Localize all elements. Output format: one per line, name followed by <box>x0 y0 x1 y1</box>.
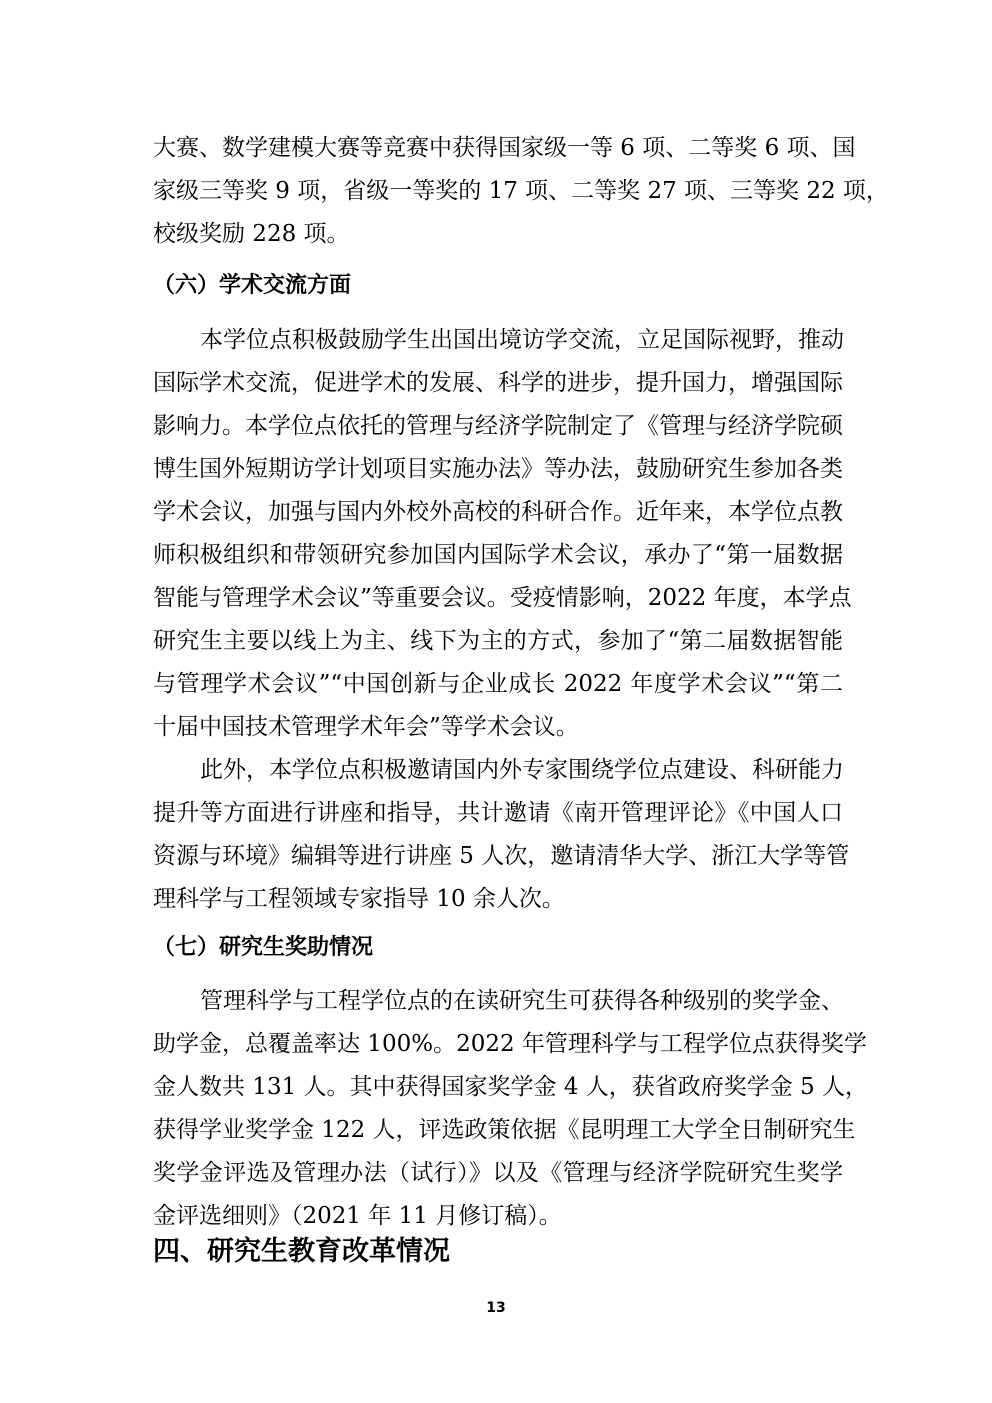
awards-line: 大赛、数学建模大赛等竞赛中获得国家级一等 6 项、二等奖 6 项、国 <box>153 135 856 161</box>
section-heading-academic-exchange: （六）学术交流方面 <box>153 273 352 298</box>
paragraph-line: 十届中国技术管理学术年会”等学术会议。 <box>153 714 579 740</box>
awards-line: 校级奖励 228 项。 <box>153 221 350 247</box>
paragraph-line: 获得学业奖学金 122 人，评选政策依据《昆明理工大学全日制研究生 <box>153 1117 856 1143</box>
section-heading-scholarships: （七）研究生奖助情况 <box>153 935 374 960</box>
page-number: 13 <box>486 1300 506 1316</box>
paragraph-line: 助学金，总覆盖率达 100%。2022 年管理科学与工程学位点获得奖学 <box>153 1031 867 1057</box>
paragraph-line: 理科学与工程领域专家指导 10 余人次。 <box>153 886 565 912</box>
paragraph-line: 国际学术交流，促进学术的发展、科学的进步，提升国力，增强国际 <box>153 370 843 396</box>
paragraph-line: 研究生主要以线上为主、线下为主的方式，参加了“第二届数据智能 <box>153 628 843 654</box>
paragraph-line: 与管理学术会议”“中国创新与企业成长 2022 年度学术会议”“第二 <box>153 671 843 697</box>
paragraph-line: 金评选细则》（2021 年 11 月修订稿）。 <box>153 1203 562 1229</box>
paragraph-line: 师积极组织和带领研究参加国内国际学术会议，承办了“第一届数据 <box>153 542 843 568</box>
awards-line: 家级三等奖 9 项，省级一等奖的 17 项、二等奖 27 项、三等奖 22 项， <box>153 178 889 204</box>
paragraph-line: 本学位点积极鼓励学生出国出境访学交流，立足国际视野，推动 <box>200 327 844 353</box>
paragraph-line: 管理科学与工程学位点的在读研究生可获得各种级别的奖学金、 <box>200 988 844 1014</box>
paragraph-line: 资源与环境》编辑等进行讲座 5 人次，邀请清华大学、浙江大学等管 <box>153 843 850 869</box>
chapter-heading-education-reform: 四、研究生教育改革情况 <box>153 1236 450 1267</box>
paragraph-line: 智能与管理学术会议”等重要会议。受疫情影响，2022 年度，本学点 <box>153 585 852 611</box>
paragraph-line: 影响力。本学位点依托的管理与经济学院制定了《管理与经济学院硕 <box>153 413 843 439</box>
paragraph-line: 博生国外短期访学计划项目实施办法》等办法，鼓励研究生参加各类 <box>153 456 843 482</box>
paragraph-line: 此外，本学位点积极邀请国内外专家围绕学位点建设、科研能力 <box>200 757 844 783</box>
paragraph-line: 奖学金评选及管理办法（试行）》以及《管理与经济学院研究生奖学 <box>153 1160 843 1186</box>
paragraph-line: 金人数共 131 人。其中获得国家奖学金 4 人，获省政府奖学金 5 人， <box>153 1074 869 1100</box>
paragraph-line: 提升等方面进行讲座和指导，共计邀请《南开管理评论》《中国人口 <box>153 800 843 826</box>
paragraph-line: 学术会议，加强与国内外校外高校的科研合作。近年来，本学位点教 <box>153 499 843 525</box>
